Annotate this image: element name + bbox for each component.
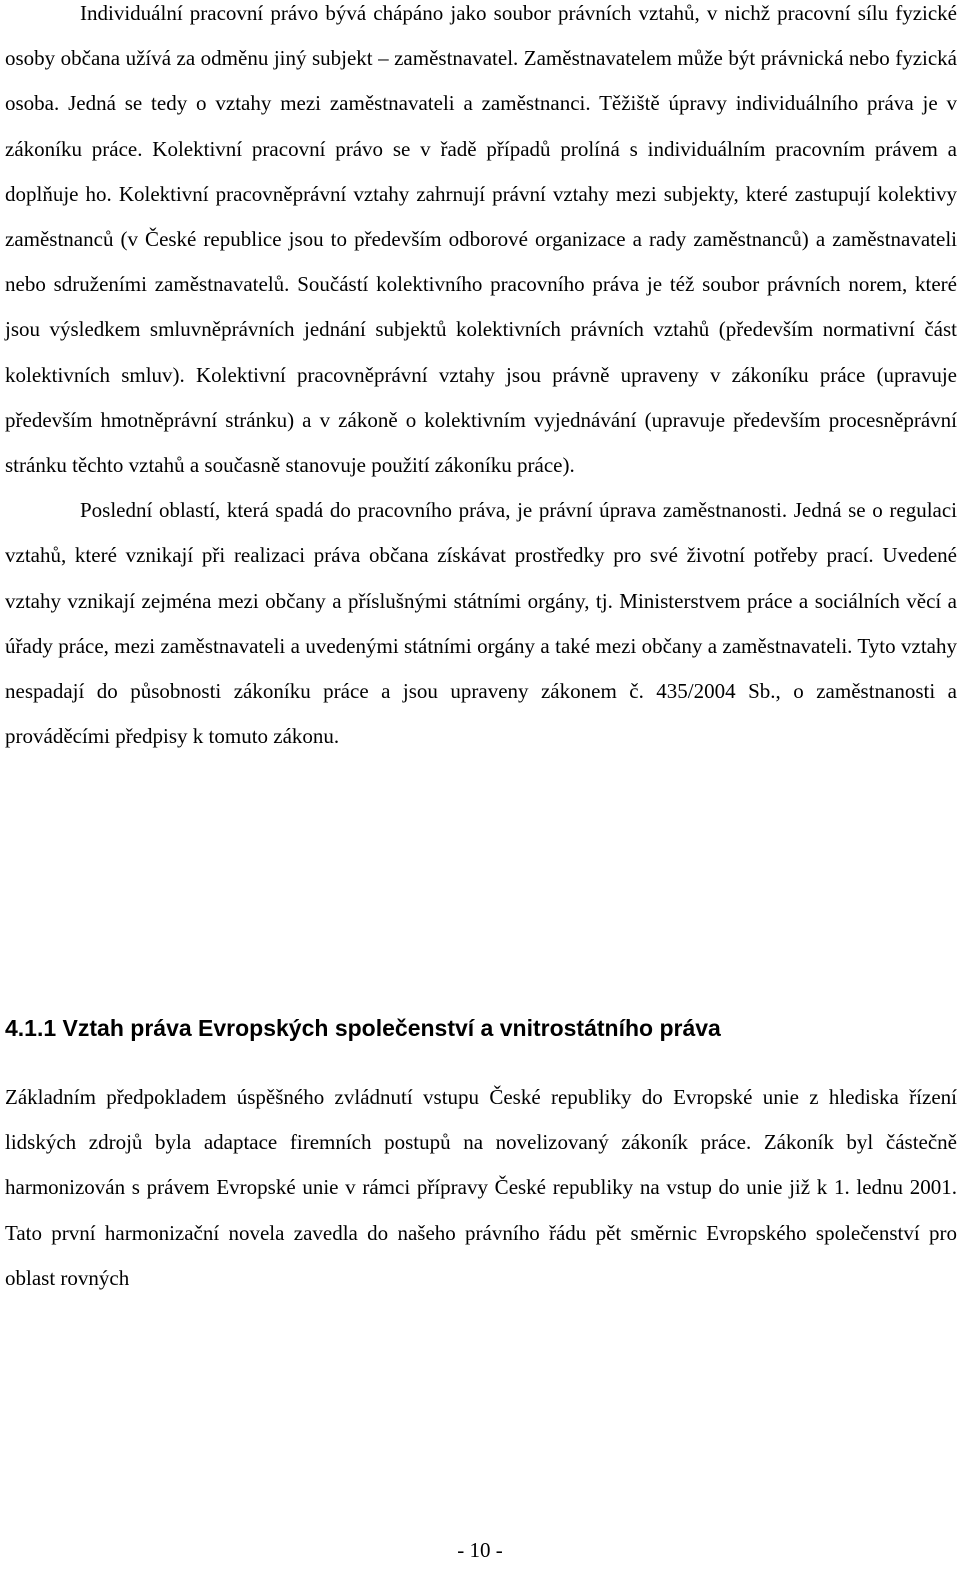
page-number: - 10 - [457,1538,503,1562]
paragraph-eu-harmonization: Základním předpokladem úspěšného zvládnutí vstupu České republiky do Evropské unie z hlediska řízení lidských zdrojů byla adaptace firemních postupů na novelizovaný zákoník práce. Zákoník byl částečně harmonizován s právem Evropské unie v rámci přípravy České republiky na vstup do unie již k 1. lednu 2001. Tato první harmonizační novela zavedla do našeho právního řádu pět směrnic Evropského společenství pro oblast rovných [5,1085,957,1290]
section-heading: 4.1.1 Vztah práva Evropských společenství a vnitrostátního práva [5,1015,721,1041]
paragraph-employment-law: Poslední oblastí, která spadá do pracovního práva, je právní úprava zaměstnanosti. Jedná se o regulaci vztahů, které vznikají při realizaci práva občana získávat prostředky pro své životní potřeby prací. Uvedené vztahy vznikají zejména mezi občany a příslušnými státními orgány, tj. Ministerstvem práce a sociálních věcí a úřady práce, mezi zaměstnavateli a uvedenými státními orgány a také mezi občany a zaměstnavateli. Tyto vztahy nespadají do působnosti zákoníku práce a jsou upraveny zákonem č. 435/2004 Sb., o zaměstnanosti a prováděcími předpisy k tomuto zákonu. [5,498,957,749]
section-body [5,1075,957,1301]
paragraph-individual-collective-law: Individuální pracovní právo bývá chápáno jako soubor právních vztahů, v nichž pracovní sílu fyzické osoby občana užívá za odměnu jiný subjekt – zaměstnavatel. Zaměstnavatelem může být právnická nebo fyzická osoba. Jedná se tedy o vztahy mezi zaměstnavateli a zaměstnanci. Těžiště úpravy individuálního práva je v zákoníku práce. Kolektivní pracovní právo se v řadě případů prolíná s individuálním pracovním právem a doplňuje ho. Kolektivní pracovněprávní vztahy zahrnují právní vztahy mezi subjekty, které zastupují kolektivy zaměstnanců (v České republice jsou to především odborové organizace a rady zaměstnanců) a zaměstnavateli nebo sdruženími zaměstnavatelů. Součástí kolektivního pracovního práva je též soubor právních norem, které jsou výsledkem smluvněprávních jednání subjektů kolektivních právních vztahů (především normativní část kolektivních smluv). Kolektivní pracovněprávní vztahy jsou právně upraveny v zákoníku práce (upravuje především hmotněprávní stránku) a v zákoně o kolektivním vyjednávání (upravuje především procesněprávní stránku těchto vztahů a současně stanovuje použití zákoníku práce). [5,1,957,478]
document-page [5,0,957,759]
